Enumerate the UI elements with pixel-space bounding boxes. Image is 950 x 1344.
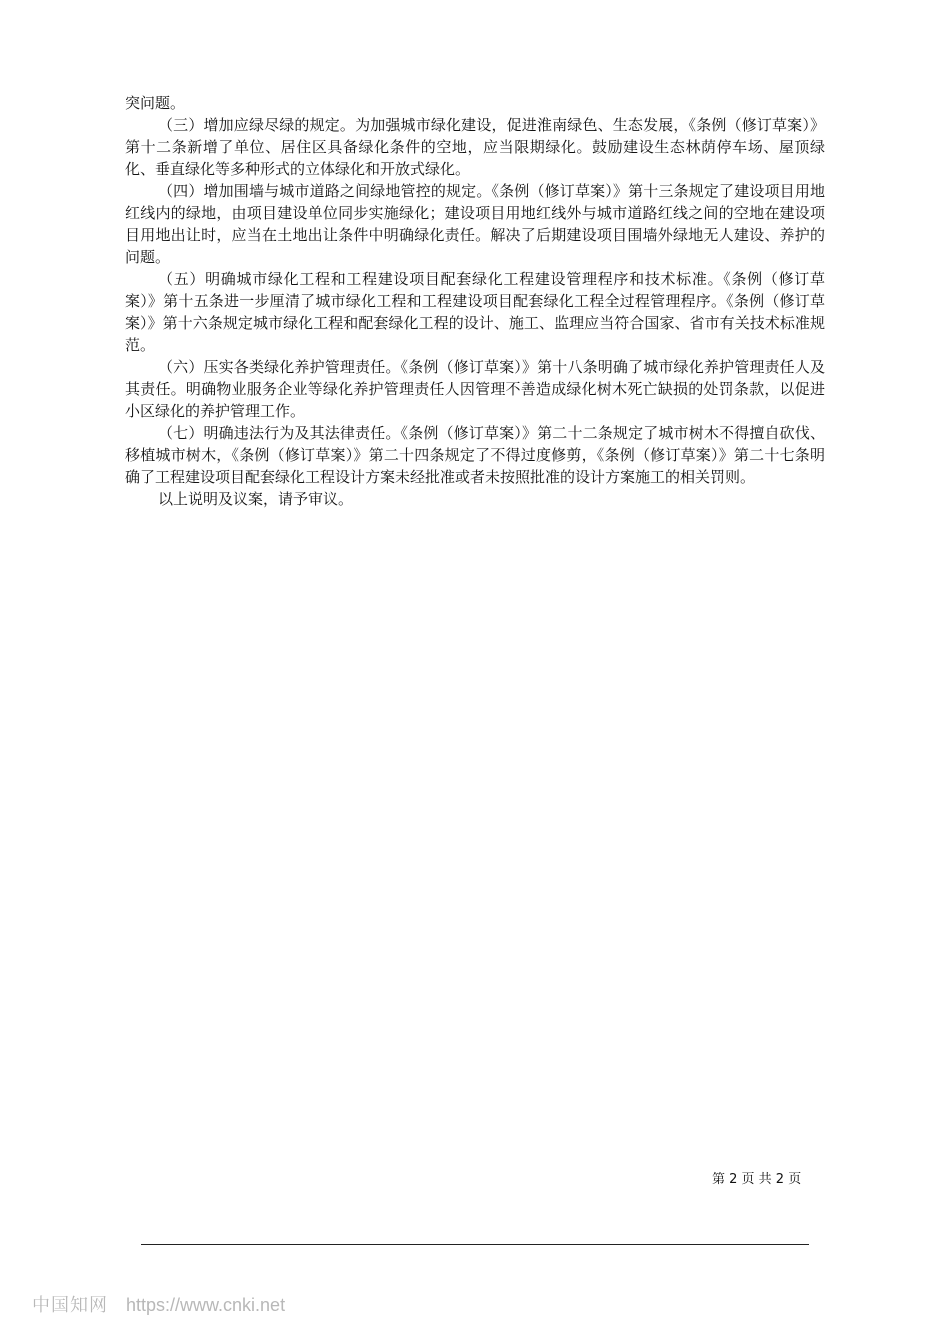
footer-divider bbox=[141, 1244, 809, 1245]
watermark-url: https://www.cnki.net bbox=[126, 1295, 286, 1315]
closing-paragraph: 以上说明及议案，请予审议。 bbox=[158, 490, 354, 508]
paragraph-5: （五）明确城市绿化工程和工程建设项目配套绿化工程建设管理程序和技术标准。《条例（修订草案）》第十五条进一步厘清了城市绿化工程和工程建设项目配套绿化工程全过程管理程序。《条例（修订草案）》第十六条规定城市绿化工程和配套绿化工程的设计、施工、监理应当符合国家、省市有关技术标准规范。 bbox=[125, 270, 825, 354]
paragraph-7: （七）明确违法行为及其法律责任。《条例（修订草案）》第二十二条规定了城市树木不得擅自砍伐、移植城市树木，《条例（修订草案）》第二十四条规定了不得过度修剪，《条例（修订草案）》第二十七条明确了工程建设项目配套绿化工程设计方案未经批准或者未按照批准的设计方案施工的相关罚则。 bbox=[125, 424, 825, 486]
paragraph-3: （三）增加应绿尽绿的规定。为加强城市绿化建设，促进淮南绿色、生态发展，《条例（修订草案）》第十二条新增了单位、居住区具备绿化条件的空地，应当限期绿化。鼓励建设生态林荫停车场、屋顶绿化、垂直绿化等多种形式的立体绿化和开放式绿化。 bbox=[125, 116, 825, 178]
paragraph-4: （四）增加围墙与城市道路之间绿地管控的规定。《条例（修订草案）》第十三条规定了建设项目用地红线内的绿地，由项目建设单位同步实施绿化；建设项目用地红线外与城市道路红线之间的空地在建设项目用地出让时，应当在土地出让条件中明确绿化责任。解决了后期建设项目围墙外绿地无人建设、养护的问题。 bbox=[125, 182, 825, 266]
paragraph-continuation: 突问题。 bbox=[125, 94, 186, 112]
page-number: 第 2 页 共 2 页 bbox=[712, 1172, 802, 1187]
watermark-brand: 中国知网 bbox=[32, 1295, 108, 1316]
cnki-watermark bbox=[32, 1294, 285, 1317]
paragraph-6: （六）压实各类绿化养护管理责任。《条例（修订草案）》第十八条明确了城市绿化养护管理责任人及其责任。明确物业服务企业等绿化养护管理责任人因管理不善造成绿化树木死亡缺损的处罚条款，以促进小区绿化的养护管理工作。 bbox=[125, 358, 825, 420]
document-body bbox=[125, 92, 825, 510]
